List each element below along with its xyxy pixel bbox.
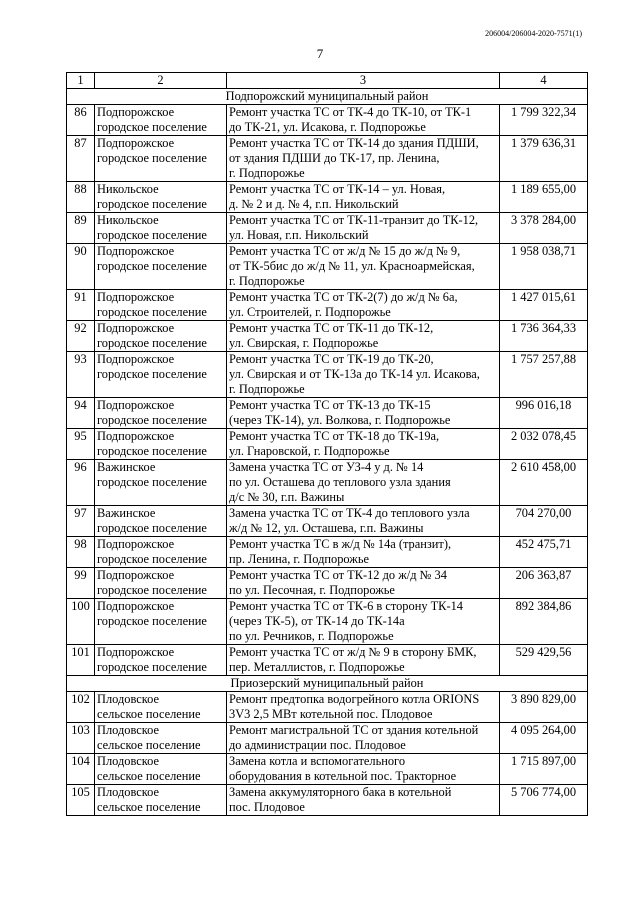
work-description-cell (227, 723, 500, 754)
settlement-cell (95, 645, 227, 676)
work-line: Ремонт участка ТС в ж/д № 14а (транзит), (229, 537, 452, 551)
work-line: ж/д № 12, ул. Осташева, г.п. Важины (229, 521, 424, 535)
table-row (67, 645, 588, 676)
settlement-cell (95, 568, 227, 599)
work-line: от ТК-5бис до ж/д № 11, ул. Красноармейская, (229, 259, 475, 273)
settlement-line: городское поселение (97, 660, 207, 674)
document-code: 206004/206004-2020-7571(1) (485, 29, 582, 38)
work-line: Замена участка ТС от ТК-4 до теплового узла (229, 506, 470, 520)
amount-cell: 452 475,71 (500, 537, 588, 568)
row-number: 103 (67, 723, 95, 754)
settlement-line: городское поселение (97, 521, 207, 535)
settlement-line: городское поселение (97, 151, 207, 165)
work-line: Ремонт участка ТС от ТК-13 до ТК-15 (229, 398, 431, 412)
row-number: 94 (67, 398, 95, 429)
table-row (67, 321, 588, 352)
settlement-cell (95, 290, 227, 321)
settlement-line: городское поселение (97, 367, 207, 381)
table-row (67, 398, 588, 429)
work-description-cell (227, 599, 500, 645)
work-line: Ремонт участка ТС от ж/д № 9 в сторону БМК, (229, 645, 477, 659)
amount-cell: 1 189 655,00 (500, 182, 588, 213)
settlement-line: городское поселение (97, 228, 207, 242)
row-number: 99 (67, 568, 95, 599)
row-number: 90 (67, 244, 95, 290)
settlement-line: Важинское (97, 460, 156, 474)
settlement-line: сельское поселение (97, 707, 201, 721)
row-number: 98 (67, 537, 95, 568)
work-line: ул. Строителей, г. Подпорожье (229, 305, 391, 319)
work-line: Замена аккумуляторного бака в котельной (229, 785, 452, 799)
settlement-line: Важинское (97, 506, 156, 520)
table-row (67, 568, 588, 599)
work-line: Ремонт участка ТС от ТК-14 – ул. Новая, (229, 182, 446, 196)
work-line: Замена котла и вспомогательного (229, 754, 406, 768)
settlement-line: городское поселение (97, 614, 207, 628)
table-row (67, 537, 588, 568)
work-line: (через ТК-14), ул. Волкова, г. Подпорожье (229, 413, 451, 427)
row-number: 102 (67, 692, 95, 723)
work-line: Ремонт участка ТС от ТК-2(7) до ж/д № 6а, (229, 290, 458, 304)
settlement-cell (95, 692, 227, 723)
table-row (67, 182, 588, 213)
amount-cell: 2 032 078,45 (500, 429, 588, 460)
work-line: до администрации пос. Плодовое (229, 738, 406, 752)
settlement-line: Подпорожское (97, 568, 175, 582)
settlement-line: Никольское (97, 182, 159, 196)
work-description-cell (227, 568, 500, 599)
amount-cell: 996 016,18 (500, 398, 588, 429)
work-line: г. Подпорожье (229, 166, 305, 180)
settlement-cell (95, 537, 227, 568)
work-line: по ул. Осташева до теплового узла здания (229, 475, 451, 489)
work-line: 3V3 2,5 МВт котельной пос. Плодовое (229, 707, 433, 721)
work-line: пер. Металлистов, г. Подпорожье (229, 660, 405, 674)
page-number: 7 (316, 46, 324, 61)
amount-cell: 1 736 364,33 (500, 321, 588, 352)
settlement-cell (95, 785, 227, 816)
row-number: 86 (67, 105, 95, 136)
work-description-cell (227, 352, 500, 398)
work-line: до ТК-21, ул. Исакова, г. Подпорожье (229, 120, 426, 134)
work-line: ул. Свирская, г. Подпорожье (229, 336, 379, 350)
table-row (67, 290, 588, 321)
settlement-cell (95, 182, 227, 213)
row-number: 88 (67, 182, 95, 213)
table-row (67, 136, 588, 182)
settlement-line: городское поселение (97, 305, 207, 319)
work-description-cell (227, 244, 500, 290)
section-title: Подпорожский муниципальный район (67, 89, 588, 105)
settlement-line: городское поселение (97, 336, 207, 350)
work-line: Ремонт участка ТС от ТК-19 до ТК-20, (229, 352, 434, 366)
table-row (67, 754, 588, 785)
settlement-line: Подпорожское (97, 321, 175, 335)
work-line: г. Подпорожье (229, 382, 305, 396)
settlement-line: Плодовское (97, 785, 159, 799)
amount-cell: 4 095 264,00 (500, 723, 588, 754)
settlement-line: городское поселение (97, 259, 207, 273)
table-row (67, 244, 588, 290)
settlement-line: Подпорожское (97, 599, 175, 613)
work-description-cell (227, 785, 500, 816)
table-row (67, 213, 588, 244)
table-row (67, 105, 588, 136)
settlement-cell (95, 506, 227, 537)
amount-cell: 1 799 322,34 (500, 105, 588, 136)
row-number: 101 (67, 645, 95, 676)
settlement-line: городское поселение (97, 197, 207, 211)
row-number: 100 (67, 599, 95, 645)
settlement-line: Подпорожское (97, 136, 175, 150)
table-row (67, 352, 588, 398)
section-row (67, 89, 588, 105)
work-description-cell (227, 290, 500, 321)
work-description-cell (227, 105, 500, 136)
work-line: Ремонт участка ТС от ж/д № 15 до ж/д № 9, (229, 244, 461, 258)
amount-cell: 529 429,56 (500, 645, 588, 676)
settlement-line: городское поселение (97, 444, 207, 458)
settlement-cell (95, 460, 227, 506)
settlement-line: Подпорожское (97, 244, 175, 258)
settlement-line: сельское поселение (97, 738, 201, 752)
work-line: пос. Плодовое (229, 800, 305, 814)
column-header-2: 2 (95, 73, 227, 89)
work-line: по ул. Песочная, г. Подпорожье (229, 583, 395, 597)
settlement-cell (95, 429, 227, 460)
amount-cell: 1 427 015,61 (500, 290, 588, 321)
settlement-cell (95, 105, 227, 136)
work-line: ул. Гнаровской, г. Подпорожье (229, 444, 390, 458)
row-number: 93 (67, 352, 95, 398)
amount-cell: 1 379 636,31 (500, 136, 588, 182)
table-row (67, 723, 588, 754)
settlement-cell (95, 754, 227, 785)
row-number: 89 (67, 213, 95, 244)
settlement-line: Подпорожское (97, 352, 175, 366)
settlement-line: Подпорожское (97, 105, 175, 119)
column-header-4: 4 (500, 73, 588, 89)
row-number: 97 (67, 506, 95, 537)
table-row (67, 599, 588, 645)
work-line: (через ТК-5), от ТК-14 до ТК-14а (229, 614, 405, 628)
amount-cell: 1 715 897,00 (500, 754, 588, 785)
work-description-cell (227, 398, 500, 429)
settlement-line: Плодовское (97, 754, 159, 768)
column-header-3: 3 (227, 73, 500, 89)
amount-cell: 3 890 829,00 (500, 692, 588, 723)
works-table (66, 72, 588, 816)
work-line: Ремонт участка ТС от ТК-6 в сторону ТК-14 (229, 599, 463, 613)
settlement-cell (95, 599, 227, 645)
table-row (67, 785, 588, 816)
settlement-cell (95, 398, 227, 429)
settlement-cell (95, 352, 227, 398)
settlement-line: городское поселение (97, 552, 207, 566)
amount-cell: 1 757 257,88 (500, 352, 588, 398)
work-line: Ремонт участка ТС от ТК-11-транзит до ТК-12, (229, 213, 479, 227)
work-line: оборудования в котельной пос. Тракторное (229, 769, 457, 783)
settlement-line: Подпорожское (97, 537, 175, 551)
work-line: пр. Ленина, г. Подпорожье (229, 552, 370, 566)
table-header-row (67, 73, 588, 89)
settlement-line: городское поселение (97, 475, 207, 489)
work-line: Ремонт участка ТС от ТК-11 до ТК-12, (229, 321, 434, 335)
work-line: Ремонт магистральной ТС от здания котельной (229, 723, 479, 737)
amount-cell: 5 706 774,00 (500, 785, 588, 816)
work-line: г. Подпорожье (229, 274, 305, 288)
work-line: д/с № 30, г.п. Важины (229, 490, 345, 504)
settlement-cell (95, 244, 227, 290)
settlement-line: сельское поселение (97, 800, 201, 814)
work-description-cell (227, 460, 500, 506)
table-row (67, 460, 588, 506)
settlement-line: Подпорожское (97, 290, 175, 304)
work-line: ул. Свирская и от ТК-13а до ТК-14 ул. Исакова, (229, 367, 480, 381)
settlement-cell (95, 723, 227, 754)
settlement-line: Никольское (97, 213, 159, 227)
work-line: ул. Новая, г.п. Никольский (229, 228, 369, 242)
settlement-line: Подпорожское (97, 398, 175, 412)
amount-cell: 2 610 458,00 (500, 460, 588, 506)
row-number: 95 (67, 429, 95, 460)
work-line: Ремонт участка ТС от ТК-12 до ж/д № 34 (229, 568, 447, 582)
work-line: Ремонт участка ТС от ТК-4 до ТК-10, от ТК-1 (229, 105, 472, 119)
work-description-cell (227, 136, 500, 182)
settlement-line: городское поселение (97, 413, 207, 427)
section-row (67, 676, 588, 692)
settlement-line: городское поселение (97, 583, 207, 597)
work-line: Ремонт участка ТС от ТК-14 до здания ПДШИ, (229, 136, 479, 150)
column-header-1: 1 (67, 73, 95, 89)
row-number: 105 (67, 785, 95, 816)
settlement-cell (95, 213, 227, 244)
settlement-cell (95, 321, 227, 352)
row-number: 87 (67, 136, 95, 182)
settlement-cell (95, 136, 227, 182)
amount-cell: 704 270,00 (500, 506, 588, 537)
work-description-cell (227, 692, 500, 723)
settlement-line: Плодовское (97, 723, 159, 737)
settlement-line: Подпорожское (97, 429, 175, 443)
work-description-cell (227, 645, 500, 676)
work-description-cell (227, 429, 500, 460)
settlement-line: сельское поселение (97, 769, 201, 783)
row-number: 91 (67, 290, 95, 321)
work-line: по ул. Речников, г. Подпорожье (229, 629, 394, 643)
row-number: 96 (67, 460, 95, 506)
work-description-cell (227, 321, 500, 352)
table-row (67, 429, 588, 460)
row-number: 92 (67, 321, 95, 352)
work-description-cell (227, 182, 500, 213)
settlement-line: Подпорожское (97, 645, 175, 659)
work-description-cell (227, 506, 500, 537)
work-line: д. № 2 и д. № 4, г.п. Никольский (229, 197, 399, 211)
work-description-cell (227, 213, 500, 244)
amount-cell: 3 378 284,00 (500, 213, 588, 244)
row-number: 104 (67, 754, 95, 785)
work-line: Замена участка ТС от УЗ-4 у д. № 14 (229, 460, 424, 474)
amount-cell: 206 363,87 (500, 568, 588, 599)
table-row (67, 506, 588, 537)
work-description-cell (227, 537, 500, 568)
section-title: Приозерский муниципальный район (67, 676, 588, 692)
table-row (67, 692, 588, 723)
work-line: от здания ПДШИ до ТК-17, пр. Ленина, (229, 151, 440, 165)
settlement-line: городское поселение (97, 120, 207, 134)
settlement-line: Плодовское (97, 692, 159, 706)
work-line: Ремонт предтопка водогрейного котла ORIONS (229, 692, 480, 706)
work-description-cell (227, 754, 500, 785)
work-line: Ремонт участка ТС от ТК-18 до ТК-19а, (229, 429, 440, 443)
amount-cell: 1 958 038,71 (500, 244, 588, 290)
amount-cell: 892 384,86 (500, 599, 588, 645)
